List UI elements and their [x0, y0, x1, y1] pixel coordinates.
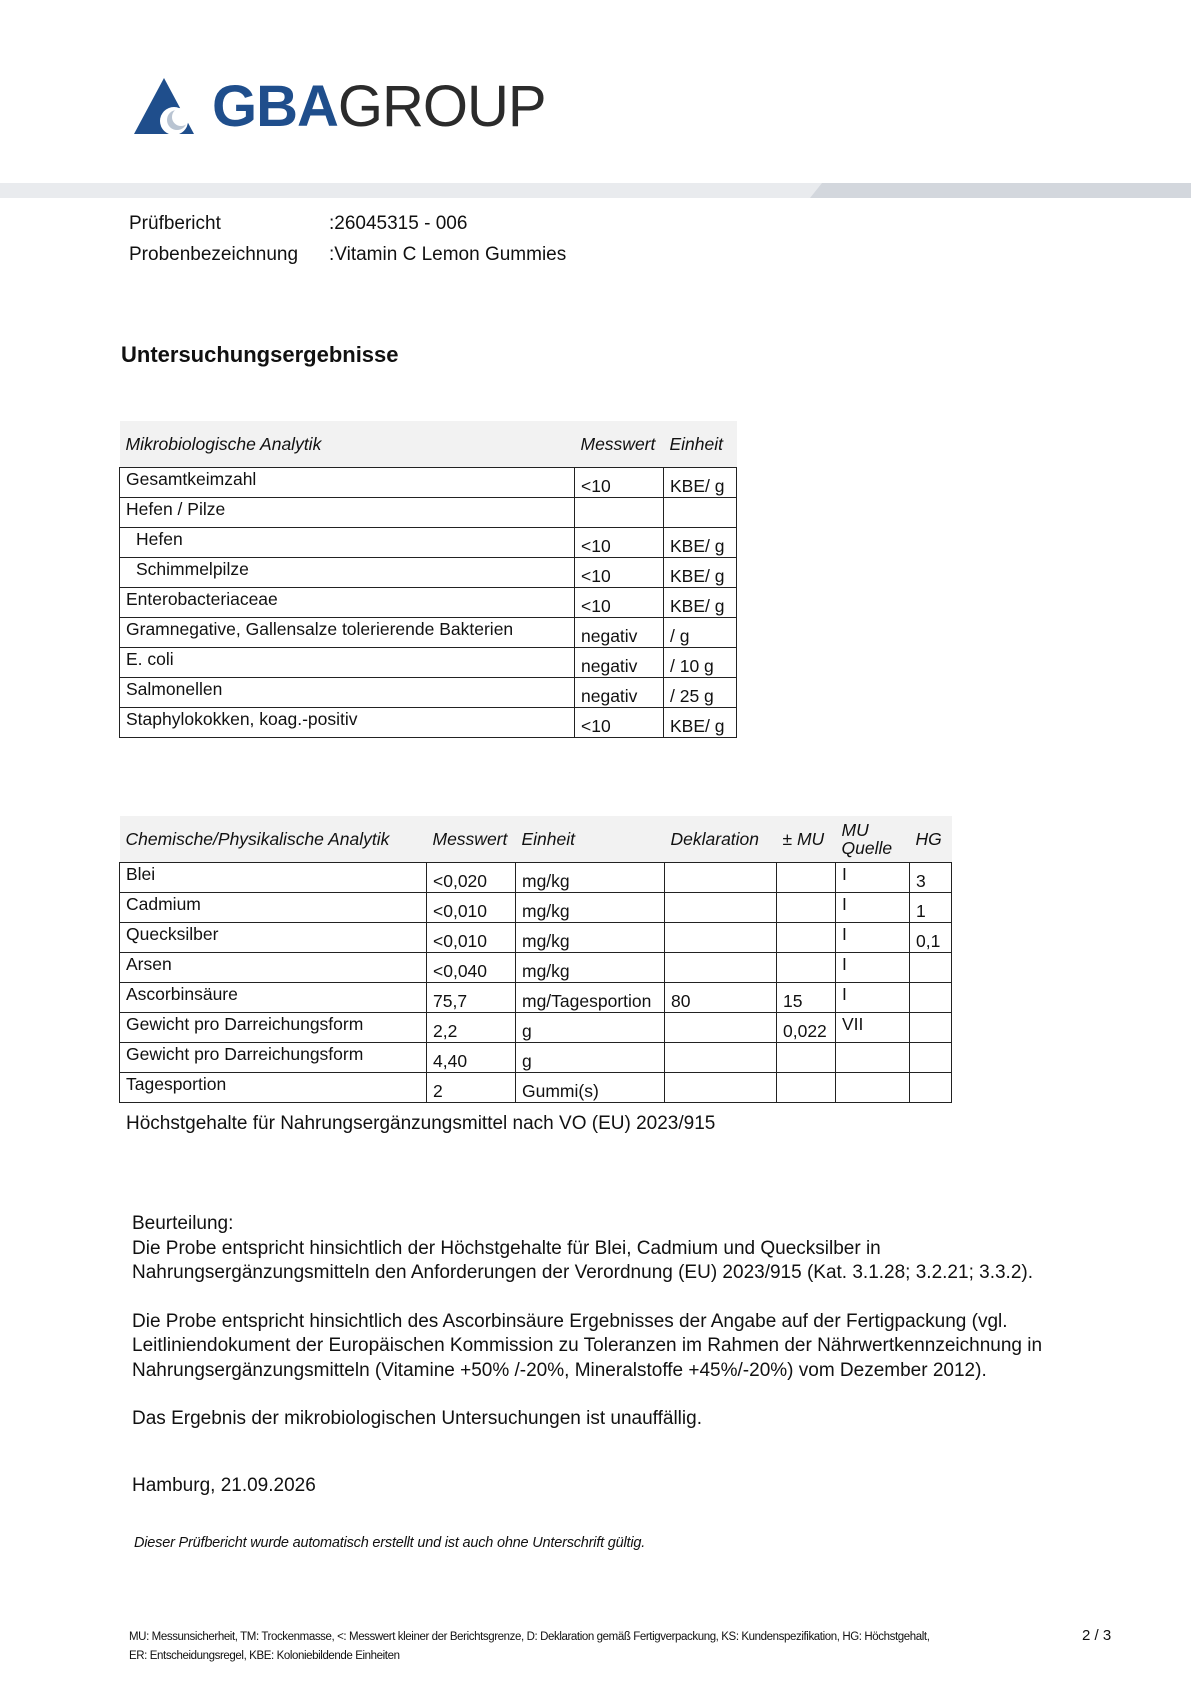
- assessment-paragraph-heavy-metals: [132, 1237, 1042, 1286]
- chem-cell-value: 2: [427, 1073, 516, 1103]
- chem-cell-mu-source: I: [836, 863, 910, 893]
- micro-cell-name: Enterobacteriaceae: [120, 588, 575, 618]
- chem-cell-mu: [777, 863, 836, 893]
- micro-cell-value: <10: [575, 708, 664, 738]
- chem-cell-mu: 0,022: [777, 1013, 836, 1043]
- table-row: [120, 558, 737, 588]
- chem-cell-unit: mg/Tagesportion: [516, 983, 665, 1013]
- assessment-paragraph-micro: Das Ergebnis der mikrobiologischen Untersuchungen ist unauffällig.: [132, 1408, 702, 1429]
- chem-cell-mu-source: [836, 1043, 910, 1073]
- micro-cell-unit: KBE/ g: [664, 528, 737, 558]
- chem-cell-unit: Gummi(s): [516, 1073, 665, 1103]
- report-meta: [129, 208, 566, 270]
- chem-header-analysis: Chemische/Physikalische Analytik: [120, 816, 427, 863]
- chem-cell-name: Gewicht pro Darreichungsform: [120, 1013, 427, 1043]
- chem-cell-mu: [777, 1043, 836, 1073]
- micro-cell-value: <10: [575, 468, 664, 498]
- micro-cell-name: E. coli: [120, 648, 575, 678]
- micro-cell-name: Staphylokokken, koag.-positiv: [120, 708, 575, 738]
- micro-cell-unit: KBE/ g: [664, 468, 737, 498]
- micro-cell-value: negativ: [575, 678, 664, 708]
- chem-cell-declaration: [665, 1013, 777, 1043]
- chem-cell-mu-source: I: [836, 953, 910, 983]
- table-row: [120, 648, 737, 678]
- chem-cell-mu: [777, 923, 836, 953]
- chem-cell-declaration: [665, 863, 777, 893]
- micro-cell-unit: KBE/ g: [664, 588, 737, 618]
- logo-word-bold: GBA: [212, 74, 338, 139]
- chem-cell-name: Arsen: [120, 953, 427, 983]
- company-logo: [130, 72, 546, 142]
- footer-abbreviations: [129, 1628, 930, 1666]
- chem-cell-hg: [910, 953, 952, 983]
- micro-cell-unit: KBE/ g: [664, 558, 737, 588]
- chem-cell-value: <0,040: [427, 953, 516, 983]
- micro-header-unit: Einheit: [664, 421, 737, 468]
- chem-cell-value: <0,020: [427, 863, 516, 893]
- table-row: [120, 1013, 952, 1043]
- chem-cell-mu: [777, 893, 836, 923]
- micro-cell-unit: [664, 498, 737, 528]
- chem-header-hg: HG: [910, 816, 952, 863]
- micro-cell-name: Schimmelpilze: [120, 558, 575, 588]
- chem-cell-value: <0,010: [427, 893, 516, 923]
- micro-cell-unit: / 25 g: [664, 678, 737, 708]
- micro-cell-value: negativ: [575, 648, 664, 678]
- chem-cell-value: 2,2: [427, 1013, 516, 1043]
- assessment-block: [132, 1212, 1042, 1456]
- chem-cell-declaration: [665, 893, 777, 923]
- auto-generated-note: Dieser Prüfbericht wurde automatisch erstellt und ist auch ohne Unterschrift gültig.: [134, 1535, 646, 1551]
- chem-cell-hg: [910, 1043, 952, 1073]
- chem-cell-declaration: [665, 1073, 777, 1103]
- micro-header-value: Messwert: [575, 421, 664, 468]
- chem-cell-unit: mg/kg: [516, 863, 665, 893]
- table-row: [120, 678, 737, 708]
- chem-cell-mu-source: VII: [836, 1013, 910, 1043]
- chem-header-declaration: Deklaration: [665, 816, 777, 863]
- chem-cell-name: Gewicht pro Darreichungsform: [120, 1043, 427, 1073]
- chem-cell-hg: [910, 983, 952, 1013]
- micro-cell-value: <10: [575, 588, 664, 618]
- gba-triangle-logo-icon: [130, 76, 202, 138]
- chem-cell-mu: [777, 953, 836, 983]
- chem-cell-unit: g: [516, 1013, 665, 1043]
- micro-cell-unit: KBE/ g: [664, 708, 737, 738]
- sample-name: :Vitamin C Lemon Gummies: [329, 244, 567, 265]
- micro-cell-value: <10: [575, 528, 664, 558]
- chem-cell-unit: mg/kg: [516, 953, 665, 983]
- chem-cell-hg: 3: [910, 863, 952, 893]
- chem-cell-value: 75,7: [427, 983, 516, 1013]
- chem-cell-declaration: [665, 923, 777, 953]
- sample-label: Probenbezeichnung: [129, 244, 299, 265]
- table-row: [120, 893, 952, 923]
- chem-cell-hg: 1: [910, 893, 952, 923]
- page-number: 2 / 3: [1082, 1627, 1112, 1644]
- table-row: [120, 528, 737, 558]
- micro-cell-name: Hefen / Pilze: [120, 498, 575, 528]
- chem-cell-name: Ascorbinsäure: [120, 983, 427, 1013]
- micro-cell-unit: / g: [664, 618, 737, 648]
- header-band-accent: [810, 183, 1191, 198]
- table-row: [120, 923, 952, 953]
- assessment-paragraph-ascorbic-acid: [132, 1310, 1042, 1384]
- micro-cell-value: negativ: [575, 618, 664, 648]
- micro-table: [119, 421, 737, 738]
- micro-cell-name: Gesamtkeimzahl: [120, 468, 575, 498]
- micro-cell-name: Salmonellen: [120, 678, 575, 708]
- chem-cell-mu: [777, 1073, 836, 1103]
- chem-table: [119, 816, 952, 1103]
- max-levels-note: Höchstgehalte für Nahrungsergänzungsmittel nach VO (EU) 2023/915: [126, 1113, 716, 1134]
- chem-cell-declaration: [665, 953, 777, 983]
- chem-cell-name: Tagesportion: [120, 1073, 427, 1103]
- footer-line: MU: Messunsicherheit, TM: Trockenmasse, <: Messwert kleiner der Berichtsgrenze, D: Deklaration gemäß Fertigverpackung, KS: Kundenspezifikation, HG: Höchstgehalt,: [129, 1631, 930, 1643]
- sample-name-row: [129, 239, 566, 270]
- chem-cell-value: <0,010: [427, 923, 516, 953]
- table-row: [120, 1073, 952, 1103]
- micro-header-analysis: Mikrobiologische Analytik: [120, 421, 575, 468]
- table-row: [120, 588, 737, 618]
- chem-header-value: Messwert: [427, 816, 516, 863]
- chem-cell-mu-source: I: [836, 893, 910, 923]
- chem-cell-declaration: [665, 1043, 777, 1073]
- section-title: Untersuchungsergebnisse: [121, 342, 399, 367]
- chem-cell-hg: 0,1: [910, 923, 952, 953]
- chem-cell-value: 4,40: [427, 1043, 516, 1073]
- chem-cell-mu: 15: [777, 983, 836, 1013]
- table-row: [120, 468, 737, 498]
- logo-wordmark: [212, 72, 546, 142]
- chem-cell-name: Quecksilber: [120, 923, 427, 953]
- place-date: Hamburg, 21.09.2026: [132, 1475, 316, 1496]
- micro-cell-value: <10: [575, 558, 664, 588]
- micro-header-row: [120, 421, 737, 468]
- report-number-row: [129, 208, 566, 239]
- logo-word-thin: GROUP: [337, 74, 546, 139]
- chem-cell-unit: g: [516, 1043, 665, 1073]
- chem-header-mu: ± MU: [777, 816, 836, 863]
- assessment-title: Beurteilung:: [132, 1213, 234, 1234]
- chem-cell-mu-source: I: [836, 983, 910, 1013]
- chem-cell-mu-source: I: [836, 923, 910, 953]
- table-row: [120, 953, 952, 983]
- chem-cell-mu-source: [836, 1073, 910, 1103]
- chem-cell-name: Blei: [120, 863, 427, 893]
- assessment-line: Nahrungsergänzungsmitteln den Anforderungen der Verordnung (EU) 2023/915 (Kat. 3.1.28; 3.2.21; 3.3.2).: [132, 1262, 1033, 1283]
- report-label: Prüfbericht: [129, 213, 221, 234]
- micro-cell-name: Gramnegative, Gallensalze tolerierende Bakterien: [120, 618, 575, 648]
- chem-cell-name: Cadmium: [120, 893, 427, 923]
- table-row: [120, 1043, 952, 1073]
- micro-cell-unit: / 10 g: [664, 648, 737, 678]
- assessment-line: Leitliniendokument der Europäischen Kommission zu Toleranzen im Rahmen der Nährwertkennzeichnung in: [132, 1335, 1043, 1356]
- table-row: [120, 983, 952, 1013]
- chem-header-mu-source: MU Quelle: [836, 816, 910, 863]
- micro-cell-name: Hefen: [120, 528, 575, 558]
- table-row: [120, 708, 737, 738]
- report-number: :26045315 - 006: [329, 213, 468, 234]
- chem-cell-unit: mg/kg: [516, 893, 665, 923]
- micro-cell-value: [575, 498, 664, 528]
- chem-header-row: [120, 816, 952, 863]
- chem-header-unit: Einheit: [516, 816, 665, 863]
- chem-cell-hg: [910, 1073, 952, 1103]
- table-row: [120, 498, 737, 528]
- assessment-line: Die Probe entspricht hinsichtlich der Höchstgehalte für Blei, Cadmium und Quecksilber in: [132, 1237, 881, 1259]
- footer-line: ER: Entscheidungsregel, KBE: Koloniebildende Einheiten: [129, 1650, 400, 1662]
- chem-cell-unit: mg/kg: [516, 923, 665, 953]
- table-row: [120, 863, 952, 893]
- assessment-line: Die Probe entspricht hinsichtlich des Ascorbinsäure Ergebnisses der Angabe auf der Fertigpackung (vgl.: [132, 1310, 1008, 1332]
- chem-cell-declaration: 80: [665, 983, 777, 1013]
- chem-cell-hg: [910, 1013, 952, 1043]
- table-row: [120, 618, 737, 648]
- assessment-line: Nahrungsergänzungsmitteln (Vitamine +50% /-20%, Mineralstoffe +45%/-20%) vom Dezember 2012).: [132, 1359, 987, 1381]
